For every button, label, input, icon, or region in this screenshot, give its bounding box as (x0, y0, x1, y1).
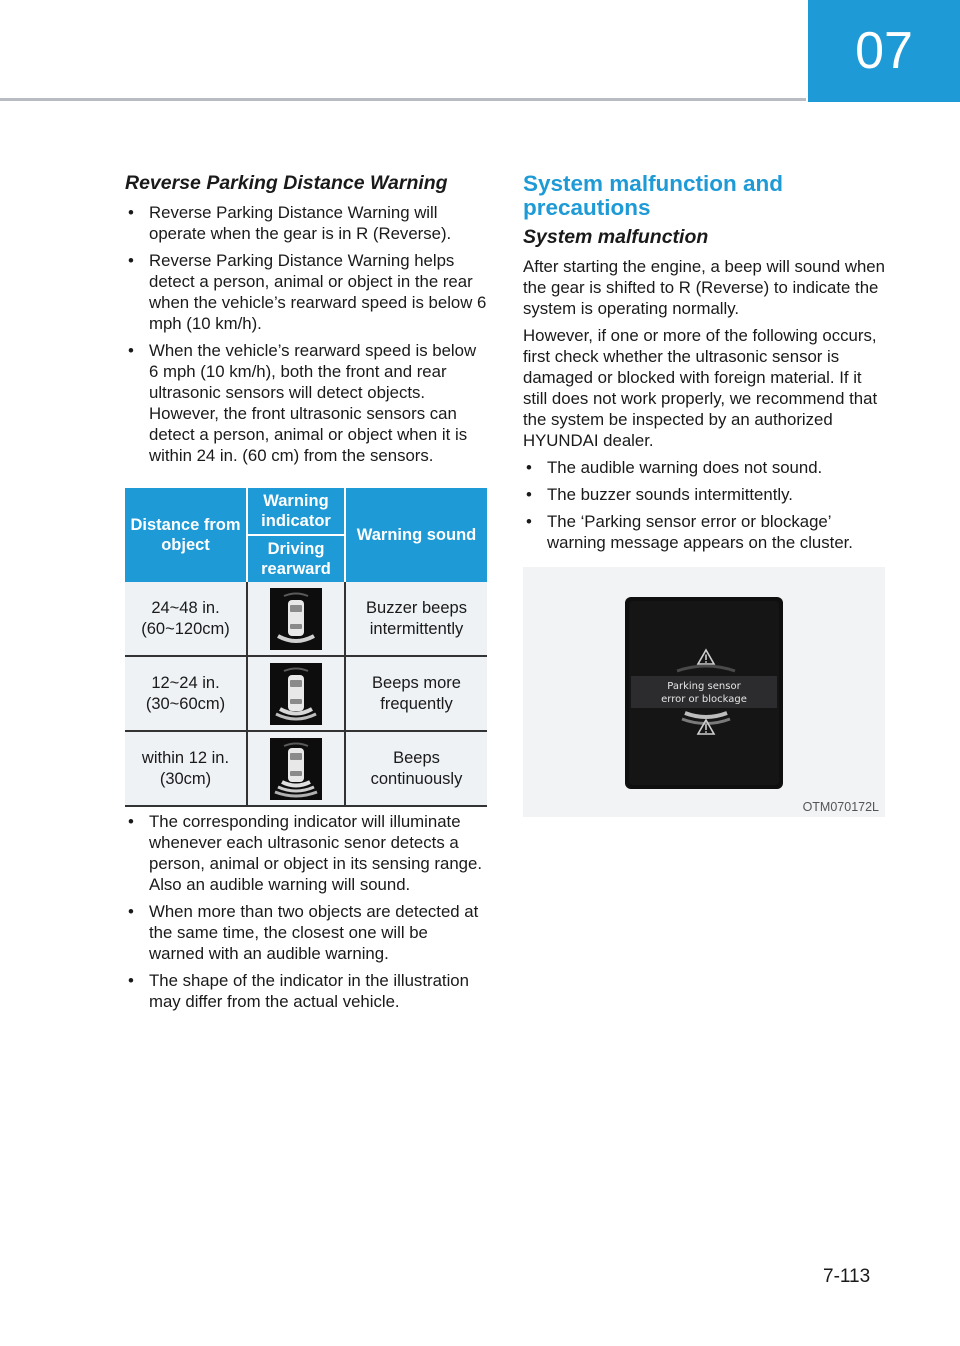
sound-cell: Beeps continuously (345, 731, 487, 806)
cluster-message-line1: Parking sensor (667, 681, 741, 692)
pdw-bullet-list (125, 202, 487, 466)
cluster-display-illustration (625, 597, 783, 789)
list-item: • Reverse Parking Distance Warning will operate when the gear is in R (Reverse). (125, 202, 487, 244)
list-item: • The corresponding indicator will illuminate whenever each ultrasonic senor detects a person, animal or object in its sensing range. Also an audible warning will sound. (125, 811, 487, 895)
malfunction-intro: After starting the engine, a beep will sound when the gear is shifted to R (Reverse) to indicate the system is operating normally. (523, 257, 885, 318)
header-warning-indicator: Warning indicator (247, 488, 345, 535)
malfunction-check: However, if one or more of the following occurs, first check whether the ultrasonic sensor is damaged or blocked with foreign material. If it still does not work properly, we recommend that the system be inspected by an authorized HYUNDAI dealer. (523, 326, 878, 450)
sound-cell: Beeps more frequently (345, 656, 487, 731)
page-number: 7-113 (823, 1266, 871, 1287)
indicator-notes-list (125, 811, 487, 1012)
indicator-cell (247, 731, 345, 806)
table-row (125, 656, 487, 731)
list-item: • When the vehicle’s rearward speed is below 6 mph (10 km/h), both the front and rear ultrasonic sensors will detect objects. However, the front ultrasonic sensors can detect a person, animal or object when it is within 24 in. (60 cm) from the sensors. (125, 340, 487, 466)
sound-cell: Buzzer beeps intermittently (345, 582, 487, 656)
list-item: • The shape of the indicator in the illustration may differ from the actual vehicle. (125, 970, 487, 1012)
list-item: • The audible warning does not sound. (523, 457, 885, 478)
indicator-cell (247, 582, 345, 656)
distance-cell: within 12 in. (30cm) (125, 731, 247, 806)
chapter-number: 07 (808, 0, 960, 102)
cluster-warning-figure (523, 567, 885, 817)
rear-sensor-indicator-icon (270, 588, 322, 650)
header-rule (0, 98, 806, 101)
list-item: • When more than two objects are detected at the same time, the closest one will be warned with an audible warning. (125, 901, 487, 964)
right-column (523, 172, 885, 817)
rear-sensor-indicator-icon (270, 738, 322, 800)
cluster-message-line2: error or blockage (661, 694, 747, 705)
header-warning-sound: Warning sound (345, 488, 487, 582)
section-title: System malfunction and precautions (523, 171, 784, 220)
left-column (125, 172, 487, 1018)
rear-sensor-indicator-icon (270, 663, 322, 725)
distance-cell: 12~24 in. (30~60cm) (125, 656, 247, 731)
distance-warning-table (125, 488, 487, 807)
list-item: • The buzzer sounds intermittently. (523, 484, 885, 505)
figure-code: OTM070172L (802, 800, 879, 814)
indicator-cell (247, 656, 345, 731)
table-row (125, 731, 487, 806)
header-driving-rearward: Driving rearward (247, 535, 345, 582)
malfunction-bullet-list (523, 457, 885, 553)
list-item: • Reverse Parking Distance Warning helps detect a person, animal or object in the rear when the vehicle’s rearward speed is below 6 mph (10 km/h). (125, 250, 487, 334)
table-row (125, 582, 487, 656)
header-distance: Distance from object (125, 488, 247, 582)
list-item: • The ‘Parking sensor error or blockage’ warning message appears on the cluster. (523, 511, 885, 553)
reverse-pdw-heading: Reverse Parking Distance Warning (125, 172, 448, 194)
system-malfunction-heading: System malfunction (523, 226, 709, 248)
distance-cell: 24~48 in. (60~120cm) (125, 582, 247, 656)
